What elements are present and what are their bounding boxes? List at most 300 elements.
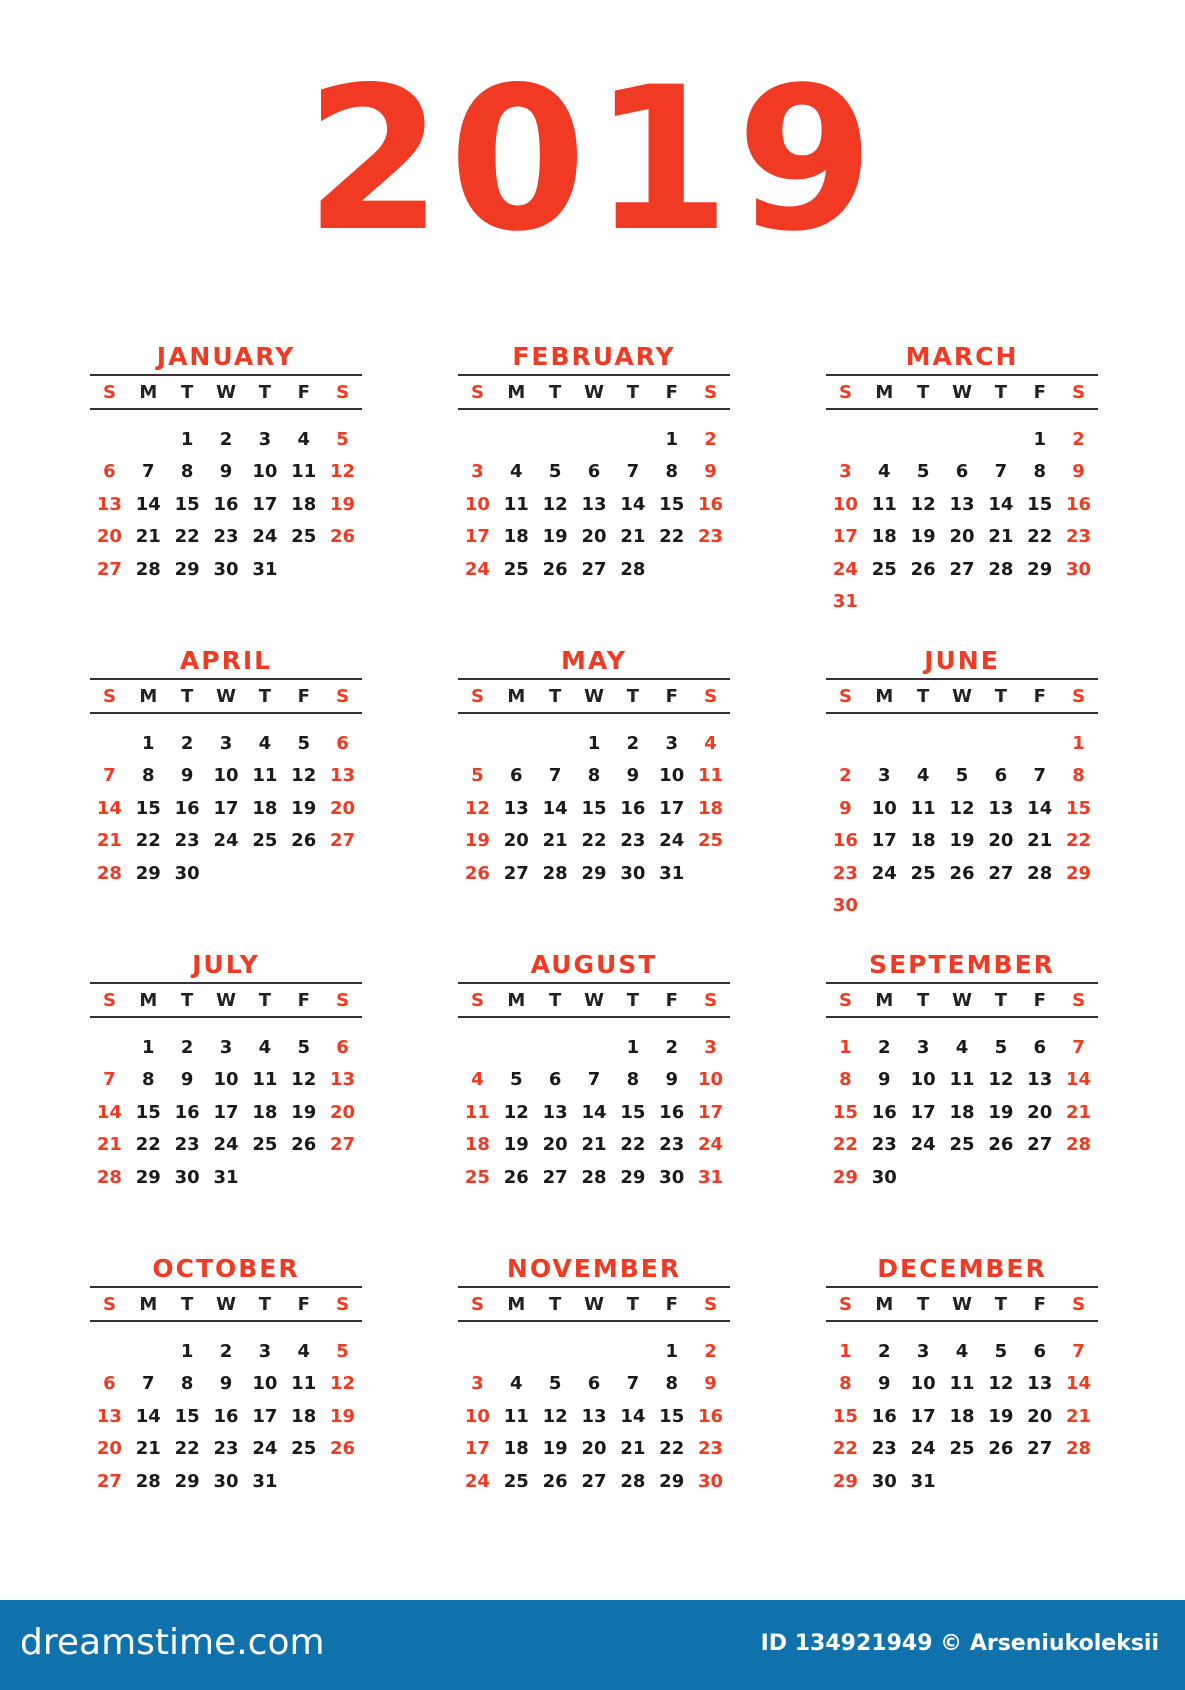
day-cell: 25: [871, 558, 897, 580]
day-cell: 26: [542, 558, 568, 580]
day-cell: 2: [626, 733, 640, 754]
day-cell: 12: [988, 1069, 1014, 1091]
weekday-header: S: [470, 381, 484, 403]
day-cell: 16: [174, 1101, 200, 1123]
day-cell: 24: [252, 526, 278, 548]
day-cell: 21: [96, 830, 122, 852]
weekday-header: F: [297, 685, 310, 707]
day-cell: 29: [1027, 558, 1053, 580]
day-cell: 16: [698, 493, 724, 515]
days-grid: [458, 1032, 730, 1194]
day-cell: 20: [1027, 1101, 1053, 1123]
day-cell: 30: [174, 862, 200, 884]
day-cell: 15: [1027, 493, 1053, 515]
day-cell: 15: [620, 1101, 646, 1123]
day-cell: 13: [96, 493, 122, 515]
day-cell: 8: [839, 1373, 852, 1395]
day-cell: 14: [1066, 1069, 1092, 1091]
day-cell: 18: [949, 1101, 975, 1123]
day-cell: 30: [213, 558, 239, 580]
day-cell: 29: [832, 1166, 858, 1188]
day-cell: 8: [180, 1373, 194, 1395]
day-cell: 28: [135, 1470, 161, 1492]
weekday-header: W: [584, 989, 604, 1011]
image-credit: ID 134921949 © Arseniukoleksii: [760, 1631, 1159, 1656]
day-cell: 4: [878, 461, 891, 483]
day-cell: 29: [174, 558, 200, 580]
month-block: [458, 340, 730, 586]
weekday-header: T: [549, 381, 562, 403]
day-cell: 12: [542, 1405, 568, 1427]
month-block: [90, 340, 362, 586]
day-cell: 5: [510, 1069, 523, 1091]
day-cell: 9: [219, 1373, 233, 1395]
day-cell: 17: [871, 830, 897, 852]
day-cell: 17: [698, 1101, 724, 1123]
day-cell: 27: [330, 830, 356, 852]
weekday-header: S: [102, 1293, 116, 1315]
day-cell: 14: [1027, 797, 1053, 819]
day-cell: 5: [994, 1341, 1008, 1362]
day-cell: 5: [994, 1037, 1008, 1058]
day-cell: 9: [704, 461, 717, 483]
day-cell: 10: [252, 1373, 278, 1395]
weekday-header: M: [139, 1293, 158, 1315]
day-cell: 22: [1066, 830, 1092, 852]
weekday-header-row: [826, 982, 1098, 1018]
weekday-header: M: [507, 685, 526, 707]
days-grid: [458, 424, 730, 586]
weekday-header: T: [994, 1293, 1007, 1315]
day-cell: 12: [949, 797, 975, 819]
day-cell: 29: [1066, 862, 1092, 884]
day-cell: 23: [174, 1134, 200, 1156]
day-cell: 27: [1027, 1134, 1053, 1156]
day-cell: 30: [698, 1470, 724, 1492]
day-cell: 9: [878, 1373, 891, 1395]
day-cell: 16: [174, 797, 200, 819]
day-cell: 22: [135, 830, 161, 852]
day-cell: 20: [96, 526, 122, 548]
day-cell: 21: [620, 1438, 646, 1460]
empty-day-cell: [904, 424, 943, 456]
day-cell: 4: [704, 733, 717, 754]
weekday-header: T: [258, 1293, 271, 1315]
day-cell: 5: [297, 733, 310, 754]
day-cell: 18: [698, 797, 724, 819]
month-block: [458, 1252, 730, 1498]
day-cell: 11: [503, 493, 529, 515]
day-cell: 20: [96, 1438, 122, 1460]
day-cell: 24: [910, 1134, 936, 1156]
day-cell: 17: [252, 493, 278, 515]
weekday-header: S: [1072, 685, 1086, 707]
day-cell: 4: [258, 733, 272, 754]
day-cell: 24: [910, 1438, 936, 1460]
weekday-header: T: [258, 989, 271, 1011]
day-cell: 25: [291, 1438, 317, 1460]
day-cell: 30: [871, 1166, 897, 1188]
day-cell: 9: [704, 1373, 717, 1395]
day-cell: 12: [291, 1069, 317, 1091]
day-cell: 25: [464, 1166, 490, 1188]
day-cell: 6: [994, 765, 1008, 787]
day-cell: 15: [832, 1101, 858, 1123]
month-block: [826, 948, 1098, 1194]
day-cell: 3: [839, 461, 852, 483]
day-cell: 12: [503, 1101, 529, 1123]
day-cell: 5: [336, 429, 349, 450]
day-cell: 13: [1027, 1373, 1053, 1395]
day-cell: 23: [620, 830, 646, 852]
day-cell: 22: [659, 526, 685, 548]
day-cell: 11: [464, 1101, 490, 1123]
day-cell: 4: [297, 429, 310, 450]
day-cell: 2: [219, 1341, 233, 1362]
day-cell: 22: [659, 1438, 685, 1460]
day-cell: 30: [213, 1470, 239, 1492]
day-cell: 20: [330, 797, 356, 819]
day-cell: 20: [503, 830, 529, 852]
day-cell: 1: [665, 1341, 678, 1362]
weekday-header: M: [875, 1293, 894, 1315]
day-cell: 25: [949, 1438, 975, 1460]
day-cell: 3: [704, 1037, 717, 1058]
month-name: NOVEMBER: [506, 1254, 682, 1283]
month-name: OCTOBER: [152, 1254, 300, 1283]
day-cell: 27: [949, 558, 975, 580]
day-cell: 24: [698, 1134, 724, 1156]
day-cell: 21: [542, 830, 568, 852]
day-cell: 7: [142, 461, 155, 483]
empty-day-cell: [90, 728, 129, 760]
month-block: [90, 644, 362, 890]
day-cell: 6: [510, 765, 523, 787]
weekday-header: T: [917, 685, 930, 707]
day-cell: 7: [626, 1373, 640, 1395]
day-cell: 19: [503, 1134, 529, 1156]
day-cell: 18: [464, 1134, 490, 1156]
day-cell: 19: [910, 526, 936, 548]
day-cell: 8: [1033, 461, 1046, 483]
day-cell: 3: [471, 461, 484, 483]
day-cell: 17: [910, 1405, 936, 1427]
day-cell: 2: [704, 429, 717, 450]
day-cell: 24: [213, 830, 239, 852]
day-cell: 31: [832, 590, 858, 612]
empty-day-cell: [90, 1336, 129, 1368]
day-cell: 7: [994, 461, 1008, 483]
days-grid: [90, 728, 362, 890]
day-cell: 26: [464, 862, 490, 884]
weekday-header: S: [102, 381, 116, 403]
weekday-header: F: [665, 1293, 678, 1315]
weekday-header: T: [917, 989, 930, 1011]
day-cell: 4: [471, 1069, 484, 1091]
day-cell: 2: [878, 1341, 891, 1362]
weekday-header: W: [584, 381, 604, 403]
days-grid: [826, 1336, 1098, 1498]
day-cell: 3: [878, 765, 891, 787]
day-cell: 5: [916, 461, 930, 483]
day-cell: 27: [1027, 1438, 1053, 1460]
weekday-header: F: [1033, 685, 1046, 707]
weekday-header: S: [838, 685, 852, 707]
day-cell: 23: [871, 1134, 897, 1156]
day-cell: 16: [659, 1101, 685, 1123]
day-cell: 1: [665, 429, 678, 450]
day-cell: 26: [988, 1134, 1014, 1156]
weekday-header: M: [139, 381, 158, 403]
day-cell: 16: [213, 493, 239, 515]
day-cell: 5: [336, 1341, 349, 1362]
day-cell: 7: [1072, 1341, 1085, 1362]
day-cell: 20: [949, 526, 975, 548]
day-cell: 28: [1066, 1438, 1092, 1460]
day-cell: 20: [1027, 1405, 1053, 1427]
weekday-header-row: [458, 678, 730, 714]
day-cell: 25: [949, 1134, 975, 1156]
day-cell: 8: [626, 1069, 640, 1091]
weekday-header: S: [336, 685, 350, 707]
empty-day-cell: [536, 1032, 575, 1064]
day-cell: 3: [916, 1037, 930, 1058]
day-cell: 18: [871, 526, 897, 548]
day-cell: 3: [258, 429, 272, 450]
month-name: MARCH: [905, 342, 1019, 371]
day-cell: 25: [252, 830, 278, 852]
weekday-header: S: [838, 1293, 852, 1315]
day-cell: 28: [542, 862, 568, 884]
empty-day-cell: [536, 728, 575, 760]
day-cell: 12: [330, 461, 356, 483]
weekday-header: M: [139, 989, 158, 1011]
weekday-header: F: [297, 1293, 310, 1315]
day-cell: 14: [620, 1405, 646, 1427]
day-cell: 25: [252, 1134, 278, 1156]
weekday-header-row: [90, 1286, 362, 1322]
weekday-header: W: [952, 685, 972, 707]
weekday-header: T: [549, 1293, 562, 1315]
day-cell: 15: [581, 797, 607, 819]
empty-day-cell: [497, 1032, 536, 1064]
day-cell: 9: [626, 765, 640, 787]
empty-day-cell: [865, 728, 904, 760]
empty-day-cell: [536, 1336, 575, 1368]
day-cell: 2: [878, 1037, 891, 1058]
day-cell: 5: [548, 1373, 562, 1395]
month-name: JUNE: [924, 646, 1000, 675]
day-cell: 19: [542, 526, 568, 548]
days-grid: [90, 424, 362, 586]
weekday-header: F: [1033, 381, 1046, 403]
month-name: JANUARY: [156, 342, 296, 371]
day-cell: 22: [832, 1134, 858, 1156]
day-cell: 2: [665, 1037, 678, 1058]
day-cell: 24: [464, 558, 490, 580]
day-cell: 10: [910, 1373, 936, 1395]
empty-day-cell: [497, 1336, 536, 1368]
day-cell: 28: [620, 558, 646, 580]
day-cell: 29: [832, 1470, 858, 1492]
weekday-header-row: [826, 1286, 1098, 1322]
day-cell: 10: [464, 1405, 490, 1427]
day-cell: 24: [832, 558, 858, 580]
day-cell: 19: [291, 797, 317, 819]
day-cell: 19: [988, 1101, 1014, 1123]
day-cell: 8: [665, 1373, 678, 1395]
day-cell: 6: [336, 1037, 349, 1058]
day-cell: 10: [698, 1069, 724, 1091]
empty-day-cell: [129, 1336, 168, 1368]
day-cell: 13: [988, 797, 1014, 819]
weekday-header: M: [507, 989, 526, 1011]
empty-day-cell: [458, 424, 497, 456]
day-cell: 27: [581, 558, 607, 580]
day-cell: 23: [871, 1438, 897, 1460]
weekday-header: T: [994, 685, 1007, 707]
day-cell: 26: [330, 1438, 356, 1460]
day-cell: 10: [213, 765, 239, 787]
weekday-header: F: [1033, 1293, 1046, 1315]
empty-day-cell: [613, 1336, 652, 1368]
day-cell: 9: [839, 797, 852, 819]
empty-day-cell: [826, 728, 865, 760]
weekday-header: M: [507, 381, 526, 403]
day-cell: 25: [503, 558, 529, 580]
day-cell: 7: [1033, 765, 1046, 787]
day-cell: 11: [910, 797, 936, 819]
day-cell: 28: [581, 1166, 607, 1188]
day-cell: 19: [330, 1405, 356, 1427]
day-cell: 6: [103, 1373, 116, 1395]
day-cell: 6: [955, 461, 969, 483]
day-cell: 4: [258, 1037, 272, 1058]
day-cell: 16: [213, 1405, 239, 1427]
weekday-header: S: [1072, 989, 1086, 1011]
day-cell: 29: [174, 1470, 200, 1492]
weekday-header-row: [458, 1286, 730, 1322]
weekday-header: M: [507, 1293, 526, 1315]
brand-logo-text: dreamstime.com: [20, 1622, 325, 1663]
day-cell: 6: [548, 1069, 562, 1091]
empty-day-cell: [497, 424, 536, 456]
day-cell: 15: [832, 1405, 858, 1427]
weekday-header: W: [216, 381, 236, 403]
day-cell: 3: [219, 733, 233, 754]
day-cell: 15: [135, 1101, 161, 1123]
day-cell: 22: [1027, 526, 1053, 548]
month-block: [90, 948, 362, 1194]
month-name: AUGUST: [530, 950, 658, 979]
day-cell: 8: [142, 765, 155, 787]
day-cell: 31: [698, 1166, 724, 1188]
day-cell: 18: [910, 830, 936, 852]
day-cell: 15: [659, 493, 685, 515]
days-grid: [90, 1336, 362, 1498]
weekday-header: T: [626, 685, 639, 707]
weekday-header: T: [181, 1293, 194, 1315]
day-cell: 7: [626, 461, 640, 483]
day-cell: 13: [542, 1101, 568, 1123]
day-cell: 24: [871, 862, 897, 884]
day-cell: 2: [1072, 429, 1085, 450]
days-grid: [458, 728, 730, 890]
day-cell: 11: [252, 765, 278, 787]
day-cell: 23: [698, 526, 724, 548]
day-cell: 8: [1072, 765, 1085, 787]
day-cell: 23: [698, 1438, 724, 1460]
day-cell: 21: [96, 1134, 122, 1156]
day-cell: 12: [542, 493, 568, 515]
day-cell: 5: [955, 765, 969, 787]
day-cell: 31: [213, 1166, 239, 1188]
month-block: [826, 1252, 1098, 1498]
day-cell: 17: [832, 526, 858, 548]
day-cell: 16: [871, 1405, 897, 1427]
day-cell: 6: [103, 461, 116, 483]
month-block: [826, 644, 1098, 922]
day-cell: 18: [949, 1405, 975, 1427]
day-cell: 10: [832, 493, 858, 515]
day-cell: 3: [258, 1341, 272, 1362]
day-cell: 29: [135, 1166, 161, 1188]
day-cell: 30: [1066, 558, 1092, 580]
month-block: [458, 644, 730, 890]
day-cell: 1: [180, 1341, 194, 1362]
day-cell: 20: [330, 1101, 356, 1123]
day-cell: 26: [291, 830, 317, 852]
day-cell: 14: [96, 797, 122, 819]
day-cell: 29: [135, 862, 161, 884]
weekday-header: F: [665, 989, 678, 1011]
day-cell: 7: [1072, 1037, 1085, 1058]
day-cell: 15: [135, 797, 161, 819]
year-title: 2019: [304, 44, 881, 275]
empty-day-cell: [497, 728, 536, 760]
day-cell: 16: [698, 1405, 724, 1427]
day-cell: 30: [832, 894, 858, 916]
weekday-header: W: [216, 1293, 236, 1315]
day-cell: 19: [464, 830, 490, 852]
day-cell: 15: [174, 1405, 200, 1427]
day-cell: 9: [180, 1069, 194, 1091]
empty-day-cell: [1020, 728, 1059, 760]
day-cell: 11: [291, 461, 317, 483]
day-cell: 30: [871, 1470, 897, 1492]
month-name: APRIL: [179, 646, 273, 675]
days-grid: [826, 728, 1098, 922]
day-cell: 13: [581, 493, 607, 515]
day-cell: 17: [659, 797, 685, 819]
day-cell: 11: [252, 1069, 278, 1091]
day-cell: 23: [174, 830, 200, 852]
day-cell: 2: [219, 429, 233, 450]
days-grid: [458, 1336, 730, 1498]
day-cell: 21: [581, 1134, 607, 1156]
weekday-header: T: [181, 381, 194, 403]
day-cell: 21: [1066, 1405, 1092, 1427]
day-cell: 6: [1033, 1341, 1046, 1362]
empty-day-cell: [943, 424, 982, 456]
weekday-header: T: [549, 685, 562, 707]
day-cell: 14: [96, 1101, 122, 1123]
day-cell: 15: [659, 1405, 685, 1427]
day-cell: 13: [581, 1405, 607, 1427]
day-cell: 28: [988, 558, 1014, 580]
empty-day-cell: [129, 424, 168, 456]
day-cell: 23: [832, 862, 858, 884]
